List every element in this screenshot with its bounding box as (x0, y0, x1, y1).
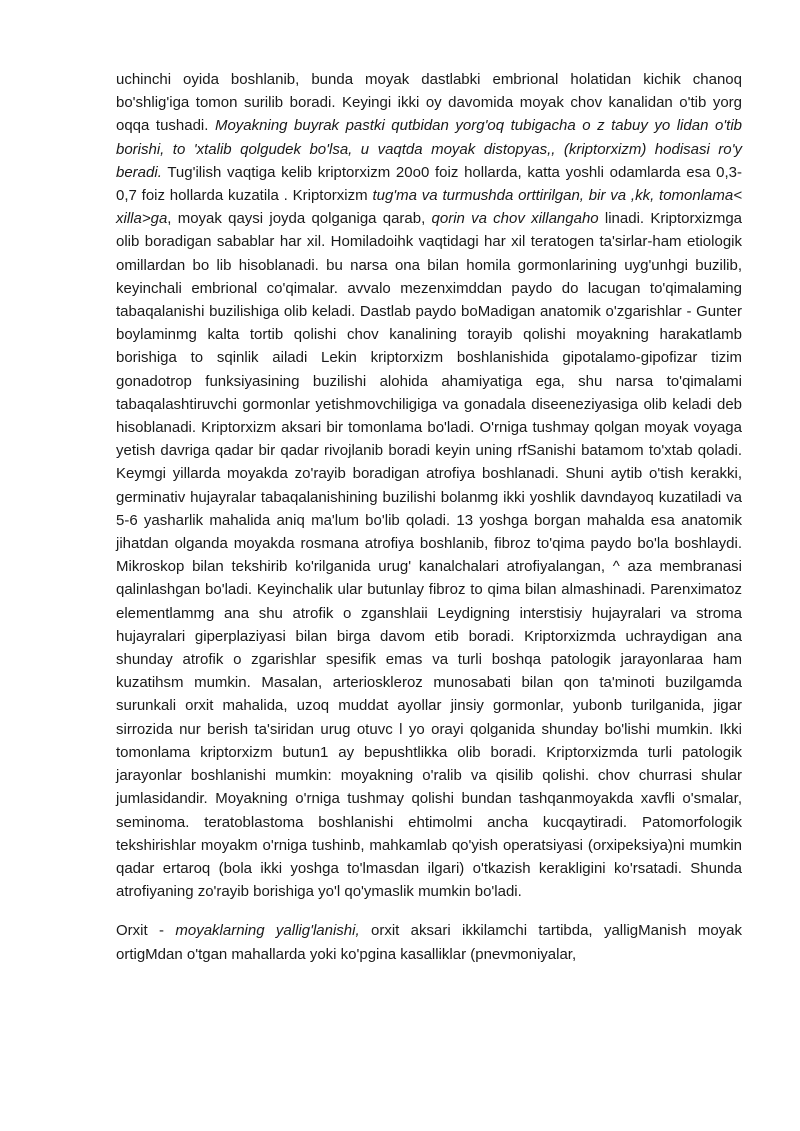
italic-segment: tug'ma va turmushda orttirilgan, bir va ,kk, tomonlama< xilla>ga (116, 187, 743, 228)
text-segment: orxit aksari ikkilamchi tartibda, yalligManish moyak ortigMdan o'tgan mahallarda yoki ko'pgina kasalliklar (pnevmoniyalar, (116, 922, 742, 963)
paragraph-orxit (116, 919, 742, 965)
paragraph-kriptorxizm (116, 68, 742, 903)
text-segment: Tug'ilish vaqtiga kelib kriptorxizm 20o0 foiz hollarda, katta yoshli odamlarda esa 0,3-0,7 foiz hollarda kuzatila . Kriptorxizm (116, 163, 742, 205)
text-segment: uchinchi oyida boshlanib, bunda moyak dastlabki embrional holatidan kichik chanoq bo'shlig'iga tomon surilib boradi. Keyingi ikki oy davomida moyak chov kanalidan o'tib yorg oqqa tushadi. (116, 71, 742, 135)
text-segment: Orxit - (116, 922, 176, 940)
italic-segment: qorin va chov xillangaho (431, 210, 599, 228)
italic-segment: Moyakning buyrak pastki qutbidan yorg'oq tubigacha o z tabuy yo lidan o'tib borishi, to 'xtalib qolgudek bo'lsa, и vaqtda moyak distopyas,, (kriptorxizm) hodisasi ro'y beradi. (116, 117, 742, 181)
italic-segment: moyaklarning yallig'lanishi, (175, 922, 360, 940)
text-segment: linadi. Kriptorxizmga olib boradigan sabablar har xil. Homiladoihk vaqtidagi har xil teratogen ta'sirlar-ham etiologik omillardan bo lib hisoblanadi. bu narsa ona bilan homila gormonlarining uyg'unhgi buzilib, keyinchali embrional co'qimalar. avvalo mezenximddan paydo do lacugan to'qimalaming tabaqalanishi buzilishiga olib keladi. Dastlab paydo boMadigan anatomik o'zgarishlar - Gunter boylaminmg kalta tortib qolishi chov kanalining torayib qolishi moyakning harakatlamb borishiga to sqinlik ailadi Lekin kriptorxizm boshlanishida gipotalamo-gipofizar tizim gonadotrop funksiyasining buzilishi alohida ahamiyatiga ega, shu narsa to'qimalami tabaqalashtiruvchi gormonlar yetishmovchiligiga va gonadala diseeneziyasiga olib keladi deb hisoblanadi. Kriptorxizm aksari bir tomonlama bo'ladi. O'rniga tushmay qolgan moyak voyaga yetish davriga qadar bir qadar rivojlanib boradi keyin uning rfSanishi batamom to'xtab qoladi. Keymgi yillarda moyakda zo'rayib boradigan atrofiya boshlanadi. Shuni aytib o'tish kerakki, germinativ hujayralar tabaqalanishining buzilishi bolanmg ikki yoshlik davndayoq kuzatiladi va 5-6 yasharlik mahalida aniq ma'lum bo'lib qoladi. 13 yoshga borgan mahalda esa anatomik jihatdan olganda moyakda rosmana atrofiya boshlanib, fibroz to'qima paydo bo'la boshlaydi. Mikroskop bilan tekshirib ko'rilganida urug' kanalchalari atrofiyalangan, ^ aza membranasi qalinlashgan bo'ladi. Keyinchalik ular butunlay fibroz to qima bilan almashinadi. Parenximatoz elementlammg ana shu atrofik o zganshlaii Leydigning interstisiy hujayralari va stroma hujayralari giperplaziyasi bilan birga davom etib boradi. Kriptorxizmda uchraydigan ana shunday atrofik o zgarishlar spesifik emas va turli boshqa patologik jarayonlaraa ham kuzatihsm mumkin. Masalan, arterioskleroz munosabati bilan qon ta'minoti buzilgamda surunkali orxit mahalida, uzoq muddat ayollar jinsiy gormonlar, yubonb turilganida, jigar sirrozida nur berish ta'siridan urug otuvc l yo orayi qolganida shunday bo'lishi mumkin. Ikki tomonlama kriptorxizm butun1 ay bepushtlikka olib boradi. Kriptorxizmda turli patologik jarayonlar boshlanishi mumkin: moyakning o'ralib va qisilib qolishi. chov churrasi shular jumlasidandir. Moyakning o'rniga tushmay qolishi bundan tashqanmoyakda xavfli o'smalar, seminoma. teratoblastoma boshlanishi ehtimolmi ancha kucqaytiradi. Patomorfologik tekshirishlar moyakm o'rniga tushinb, mahkamlab qo'yish operatsiyasi (orxipeksiya)ni mumkin qadar ertaroq (bola ikki yoshga to'lmasdan ilgari) o'tkazish kerakligini ko'rsatadi. Shunda atrofiyaning zo'rayib borishiga yo'l qo'ymaslik mumkin bo'ladi. (116, 210, 743, 901)
text-segment: , moyak qaysi joyda qolganiga qarab, (167, 210, 432, 228)
